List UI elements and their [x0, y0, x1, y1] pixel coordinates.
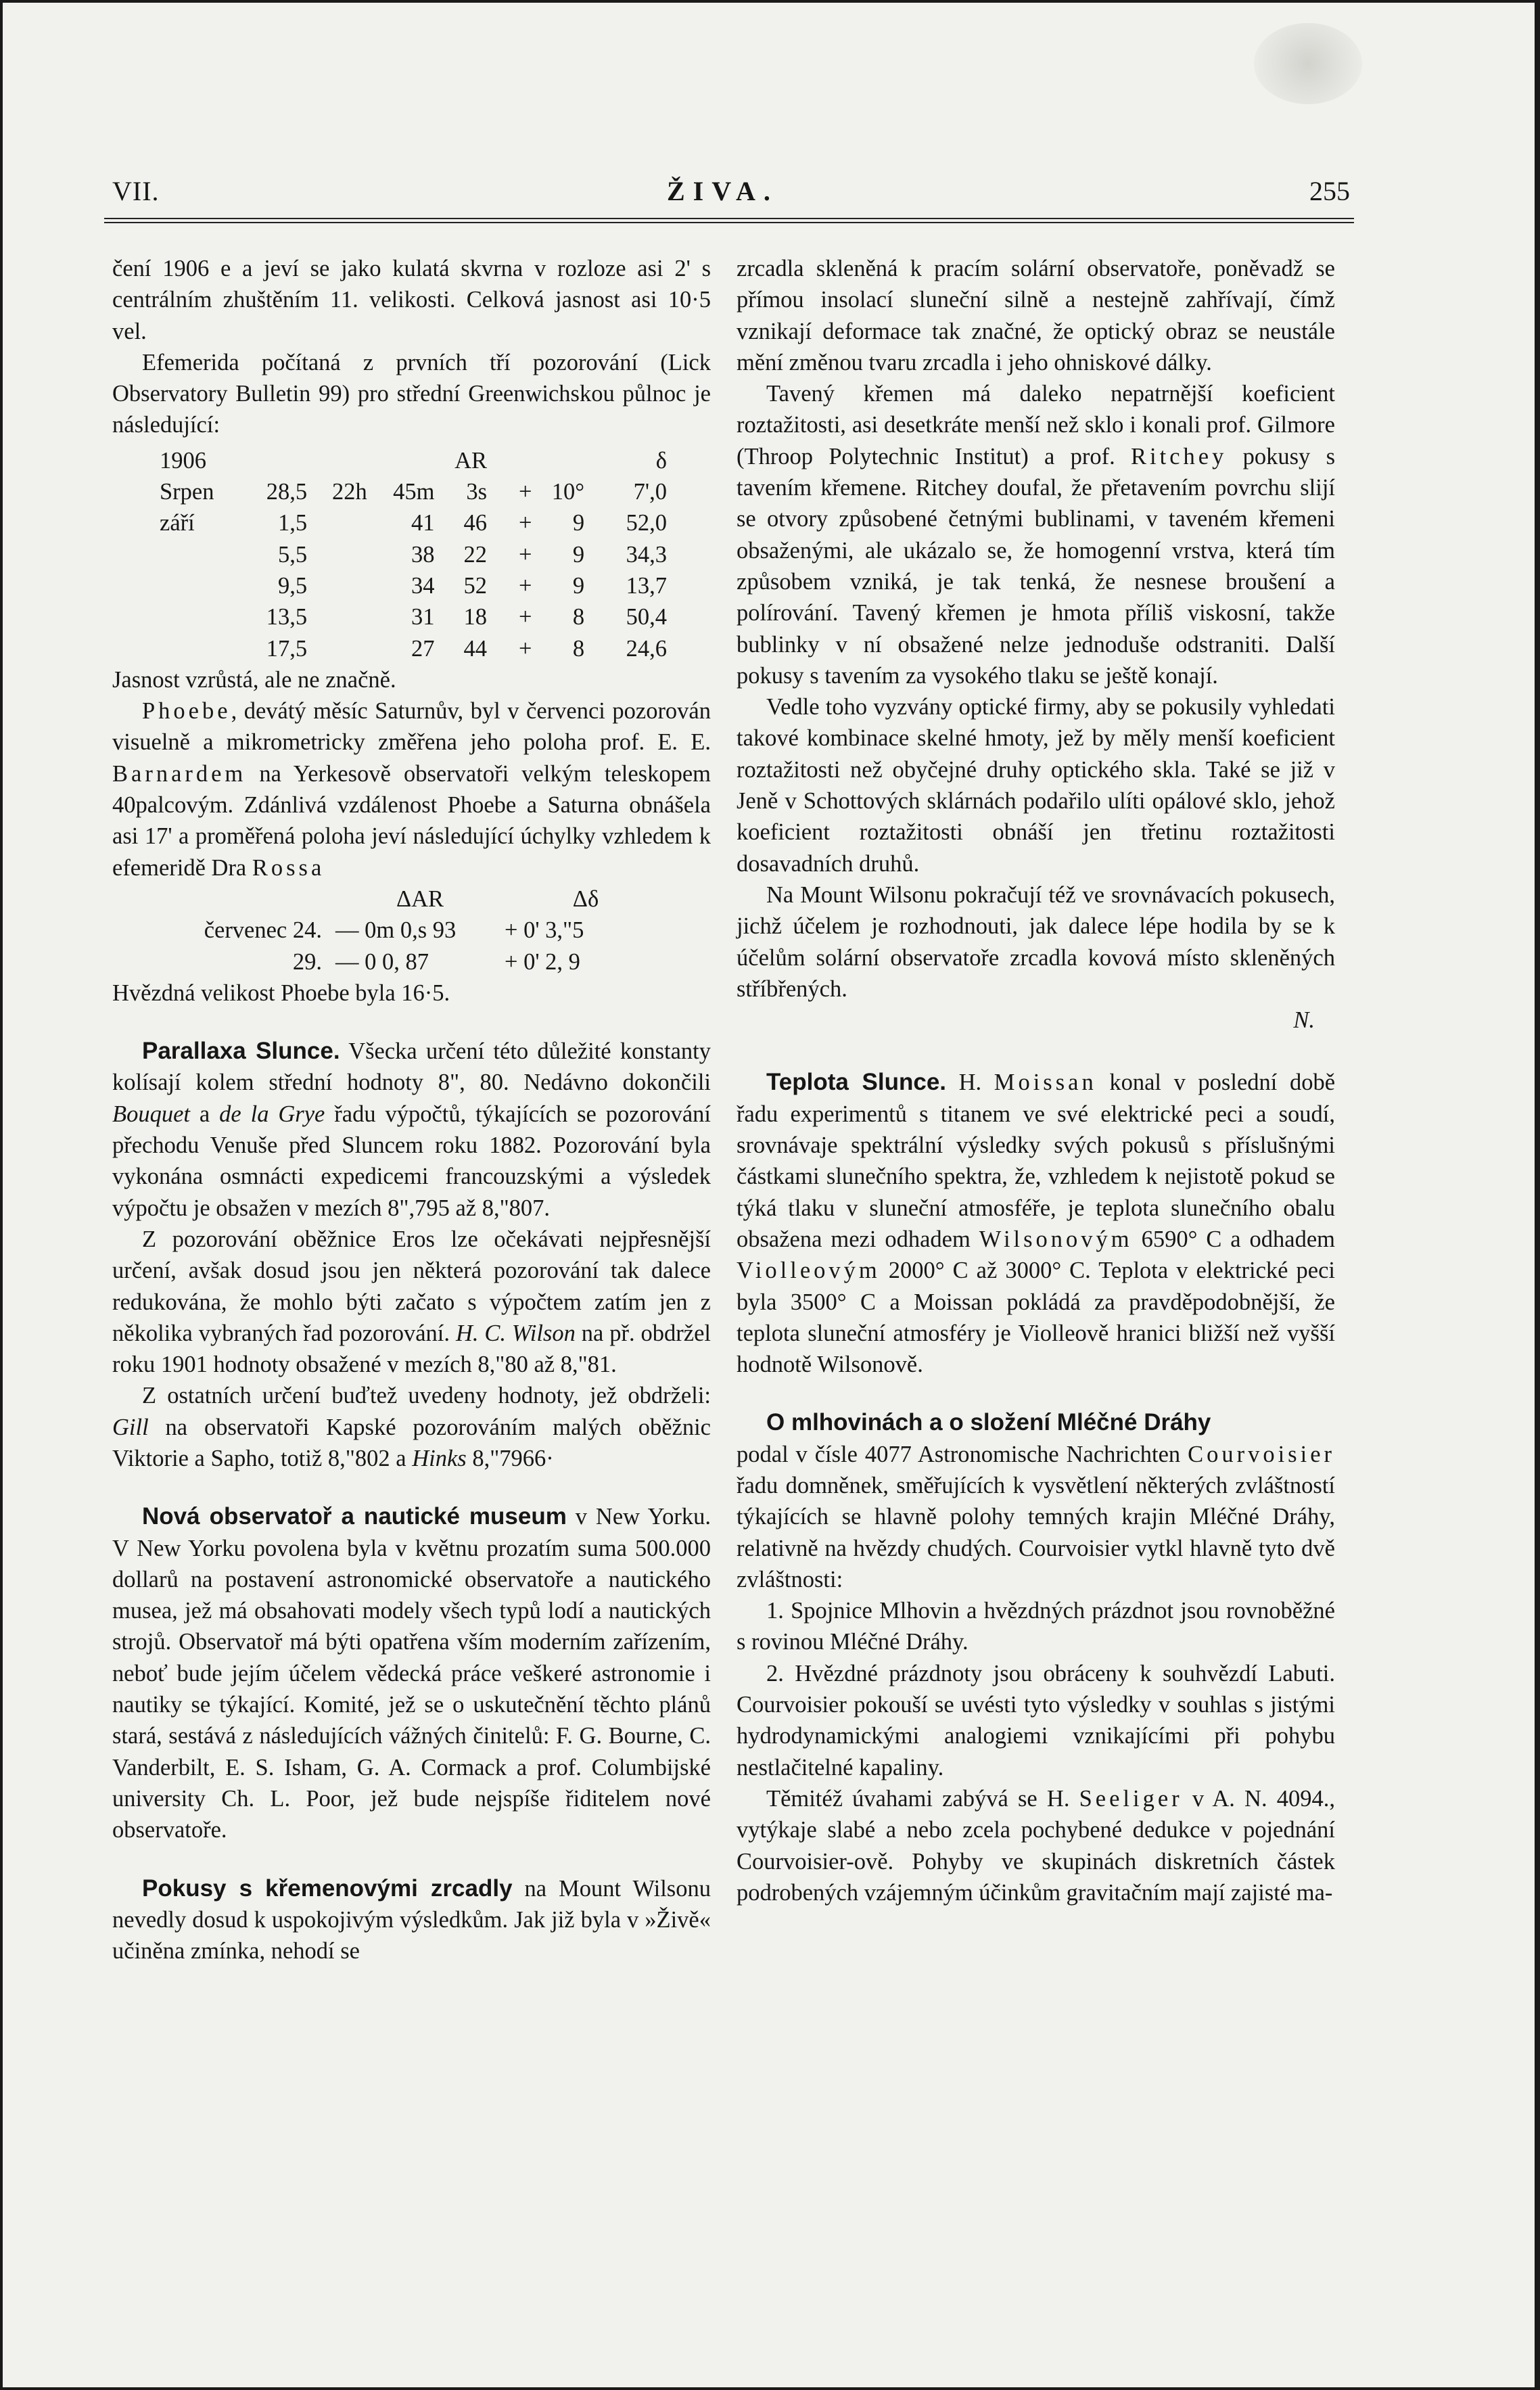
page-number: 255: [1309, 176, 1350, 206]
phoebe-table: [153, 883, 667, 978]
author-signature: N.: [1293, 1007, 1315, 1034]
table-row: 9,5 34 52 + 9 13,7: [277, 572, 667, 599]
right-column: [737, 253, 1335, 1908]
table-row: Srpen 28,5 22h 45m 3s + 10° 7',0: [160, 479, 667, 505]
comet-paragraph: čení 1906 e a jeví se jako kulatá skvrna v rozloze asi 2' s centrálním zhuštěním 11. velikosti. Celková jasnost asi 10·5 vel.: [112, 256, 711, 344]
seeliger-paragraph: Těmitéž úvahami zabývá se H. Seeliger v A. N. 4094., vytýkaje slabé a nebo zcela pochybené dedukce v pojednání Courvoisier-ově. Pohyby ve skupinách diskretních částek podrobených vzájemným účinkům gravitačním mají zajisté ma-: [737, 1785, 1335, 1906]
table-row: 5,5 38 22 + 9 34,3: [277, 541, 667, 568]
ephemeris-intro: Efemerida počítaná z prvních tří pozorování (Lick Observatory Bulletin 99) pro střední Greenwichskou půlnoc je následující:: [112, 349, 711, 438]
mount-wilson-paragraph: Na Mount Wilsonu pokračují též ve srovnávacích pokusech, jichž účelem je rozhodnouti, jak dalece lépe hodila by se k účelům solární observatoře zrcadla kovová místo skleněných stříbřených.: [737, 881, 1335, 1002]
section-title: Nová observatoř a nautické museum: [142, 1503, 567, 1530]
mirror-continuation: zrcadla skleněná k pracím solární observatoře, poněvadž se přímou insolací sluneční silně a nestejně zahřívají, čímž vznikají deformace tak značné, že optický obraz se neustále mění změnou tvaru zrcadla i jeho ohniskové dálky.: [737, 256, 1335, 375]
table-row: červenec 24. — 0m 0,s 93 + 0' 3,"5: [204, 917, 584, 944]
paper-stain: [1254, 23, 1362, 104]
brightness-note: Jasnost vzrůstá, ale ne značně.: [112, 666, 396, 693]
phoebe-header-row: [153, 883, 667, 915]
table-header-ar: AR: [454, 447, 488, 474]
ephemeris-header-row: [112, 445, 667, 476]
section-title: Parallaxa Slunce.: [142, 1038, 340, 1065]
nebulae-paragraph: podal v čísle 4077 Astronomische Nachrichten Courvoisier řadu domněnek, směřujících k vysvětlení některých zvláštností týkajících se hlavně polohy temných krajin Mléčné Dráhy, relativně na hvězdy chudých. Courvoisier vytkl hlavně tyto dvě zvláštnosti:: [737, 1441, 1335, 1592]
header-rule: [104, 218, 1354, 223]
table-row: září 1,5 41 46 + 9 52,0: [160, 510, 667, 536]
volume-number: VII.: [112, 176, 160, 206]
scanned-page: [3, 3, 1535, 2387]
sun-temperature-section: Teplota Slunce. H. Moissan konal v poslední době řadu experimentů s titanem ve své elektrické peci a soudí, srovnávaje spektrální výsledky svých pokusů s příslušnými částkami slunečního spektra, že, vzhledem k nejistotě pokud se týká tlaku v sluneční atmosféře, je teplota slunečního obalu obsažena mezi odhadem Wilsonovým 6590° C a odhadem Violleovým 2000° C až 3000° C. Teplota v elektrické peci byla 3500° C a Moissan pokládá za pravděpodobnější, že teplota sluneční atmosféry je Violleově hranici bližší než vyšší hodnotě Wilsonově.: [737, 1069, 1336, 1378]
phoebe-magnitude: Hvězdná velikost Phoebe byla 16·5.: [112, 980, 450, 1006]
table-row: 29. — 0 0, 87 + 0' 2, 9: [292, 948, 580, 975]
table-row: 17,5 27 44 + 8 24,6: [266, 635, 667, 662]
journal-title: ŽIVA.: [667, 176, 778, 206]
table-header-year: 1906: [160, 447, 206, 474]
section-title: Pokusy s křemenovými zrcadly: [142, 1875, 513, 1902]
nebulae-section-title-line: [737, 1407, 1335, 1438]
section-title: O mlhovinách a o složení Mléčné Dráhy: [766, 1409, 1211, 1436]
section-title: Teplota Slunce.: [766, 1069, 947, 1096]
table-header-dar: ΔAR: [396, 886, 444, 912]
table-header-delta: δ: [655, 447, 667, 474]
observatory-section: Nová observatoř a nautické museum v New Yorku. V New Yorku povolena byla v květnu prozatím suma 500.000 dollarů na postavení astronomické observatoře a nautického musea, jež má obsahovati modely všech typů lodí a nautických strojů. Observatoř má býti opatřena vším moderním zařízením, neboť bude jejím účelem vědecká práce veškeré astronomie i nautiky se týkající. Komité, jež se o uskutečnění těchto plánů stará, sestává z následujících vážných činitelů: F. G. Bourne, C. Vanderbilt, E. S. Isham, G. A. Cormack a prof. Columbijské university Ch. L. Poor, jež bude nejspíše řiditelem nové observatoře.: [112, 1503, 711, 1843]
table-header-dd: Δδ: [572, 886, 599, 912]
list-item: 1. Spojnice Mlhovin a hvězdných prázdnot jsou rovnoběžné s rovinou Mléčné Dráhy.: [737, 1598, 1335, 1655]
eros-paragraph: Z pozorování oběžnice Eros lze očekávati nejpřesnější určení, avšak dosud jsou jen některá pozorování tak dalece redukována, že mohlo býti začato s výpočtem zatím jen z několika vybraných řad pozorování. H. C. Wilson na př. obdržel roku 1901 hodnoty obsažené v mezích 8,"80 až 8,"81.: [112, 1226, 711, 1378]
left-column: [112, 253, 711, 1967]
parallax-section: Parallaxa Slunce. Všecka určení této důležité konstanty kolísají kolem střední hodnoty 8", 80. Nedávno dokončili Bouquet a de la Grye řadu výpočtů, týkajících se pozorování přechodu Venuše před Sluncem roku 1882. Pozorování byla vykonána osmnácti expedicemi francouzskými a výsledek výpočtu je obsažen v mezích 8",795 až 8,"807.: [112, 1038, 711, 1221]
list-item: 2. Hvězdné prázdnoty jsou obráceny k souhvězdí Labuti. Courvoisier pokouší se uvésti tyto výsledky v souhlas s jistými hydrodynamickými analogiemi vznikajícími při pohybu nestlačitelné kapaliny.: [737, 1660, 1335, 1780]
table-row: 13,5 31 18 + 8 50,4: [266, 604, 667, 630]
running-header: [112, 175, 1350, 216]
fused-quartz-paragraph: Tavený křemen má daleko nepatrnější koeficient roztažitosti, asi desetkráte menší než sklo i konali prof. Gilmore (Throop Polytechnic Institut) a prof. Ritchey pokusy s tavením křemene. Ritchey doufal, že přetavením povrchu slijí se otvory způsobené četnými bublinami, v taveném křemeni obsaženými, ale ukázalo se, že homogenní vrstva, která tím způsobem vzniká, je tak tenká, že nesnese broušení a polírování. Tavený křemen je hmota příliš viskosní, takže bublinky v ní obsažené nelze jednoduše odstraniti. Další pokusy s tavením za vysokého tlaku se ještě konají.: [737, 381, 1335, 689]
quartz-mirror-section: Pokusy s křemenovými zrcadly na Mount Wilsonu nevedly dosud k uspokojivým výsledkům. Jak již byla v »Živě« učiněna zmínka, nehodí se: [112, 1875, 711, 1964]
other-values-paragraph: Z ostatních určení buďtež uvedeny hodnoty, jež obdrželi: Gill na observatoři Kapské pozorováním malých oběžnic Viktorie a Sapho, totiž 8,"802 a Hinks 8,"7966·: [112, 1383, 711, 1471]
phoebe-paragraph: Phoebe, devátý měsíc Saturnův, byl v červenci pozorován visuelně a mikrometricky změřena jeho poloha prof. E. E. Barnardem na Yerkesově observatoři velkým teleskopem 40palcovým. Zdánlivá vzdálenost Phoebe a Saturna obnášela asi 17' a proměřená poloha jeví následující úchylky vzhledem k efemeridě Dra Rossa: [112, 698, 711, 881]
ephemeris-table: [112, 445, 667, 664]
optical-firms-paragraph: Vedle toho vyzvány optické firmy, aby se pokusily vyhledati takové kombinace skelné hmoty, jež by měly menší koeficient roztažitosti než obyčejné druhy optického skla. Také se již v Jeně v Schottových sklárnách podařilo ulíti opálové sklo, jehož koeficient roztažitosti obnáší jen třetinu roztažitosti dosavadních druhů.: [737, 694, 1335, 877]
